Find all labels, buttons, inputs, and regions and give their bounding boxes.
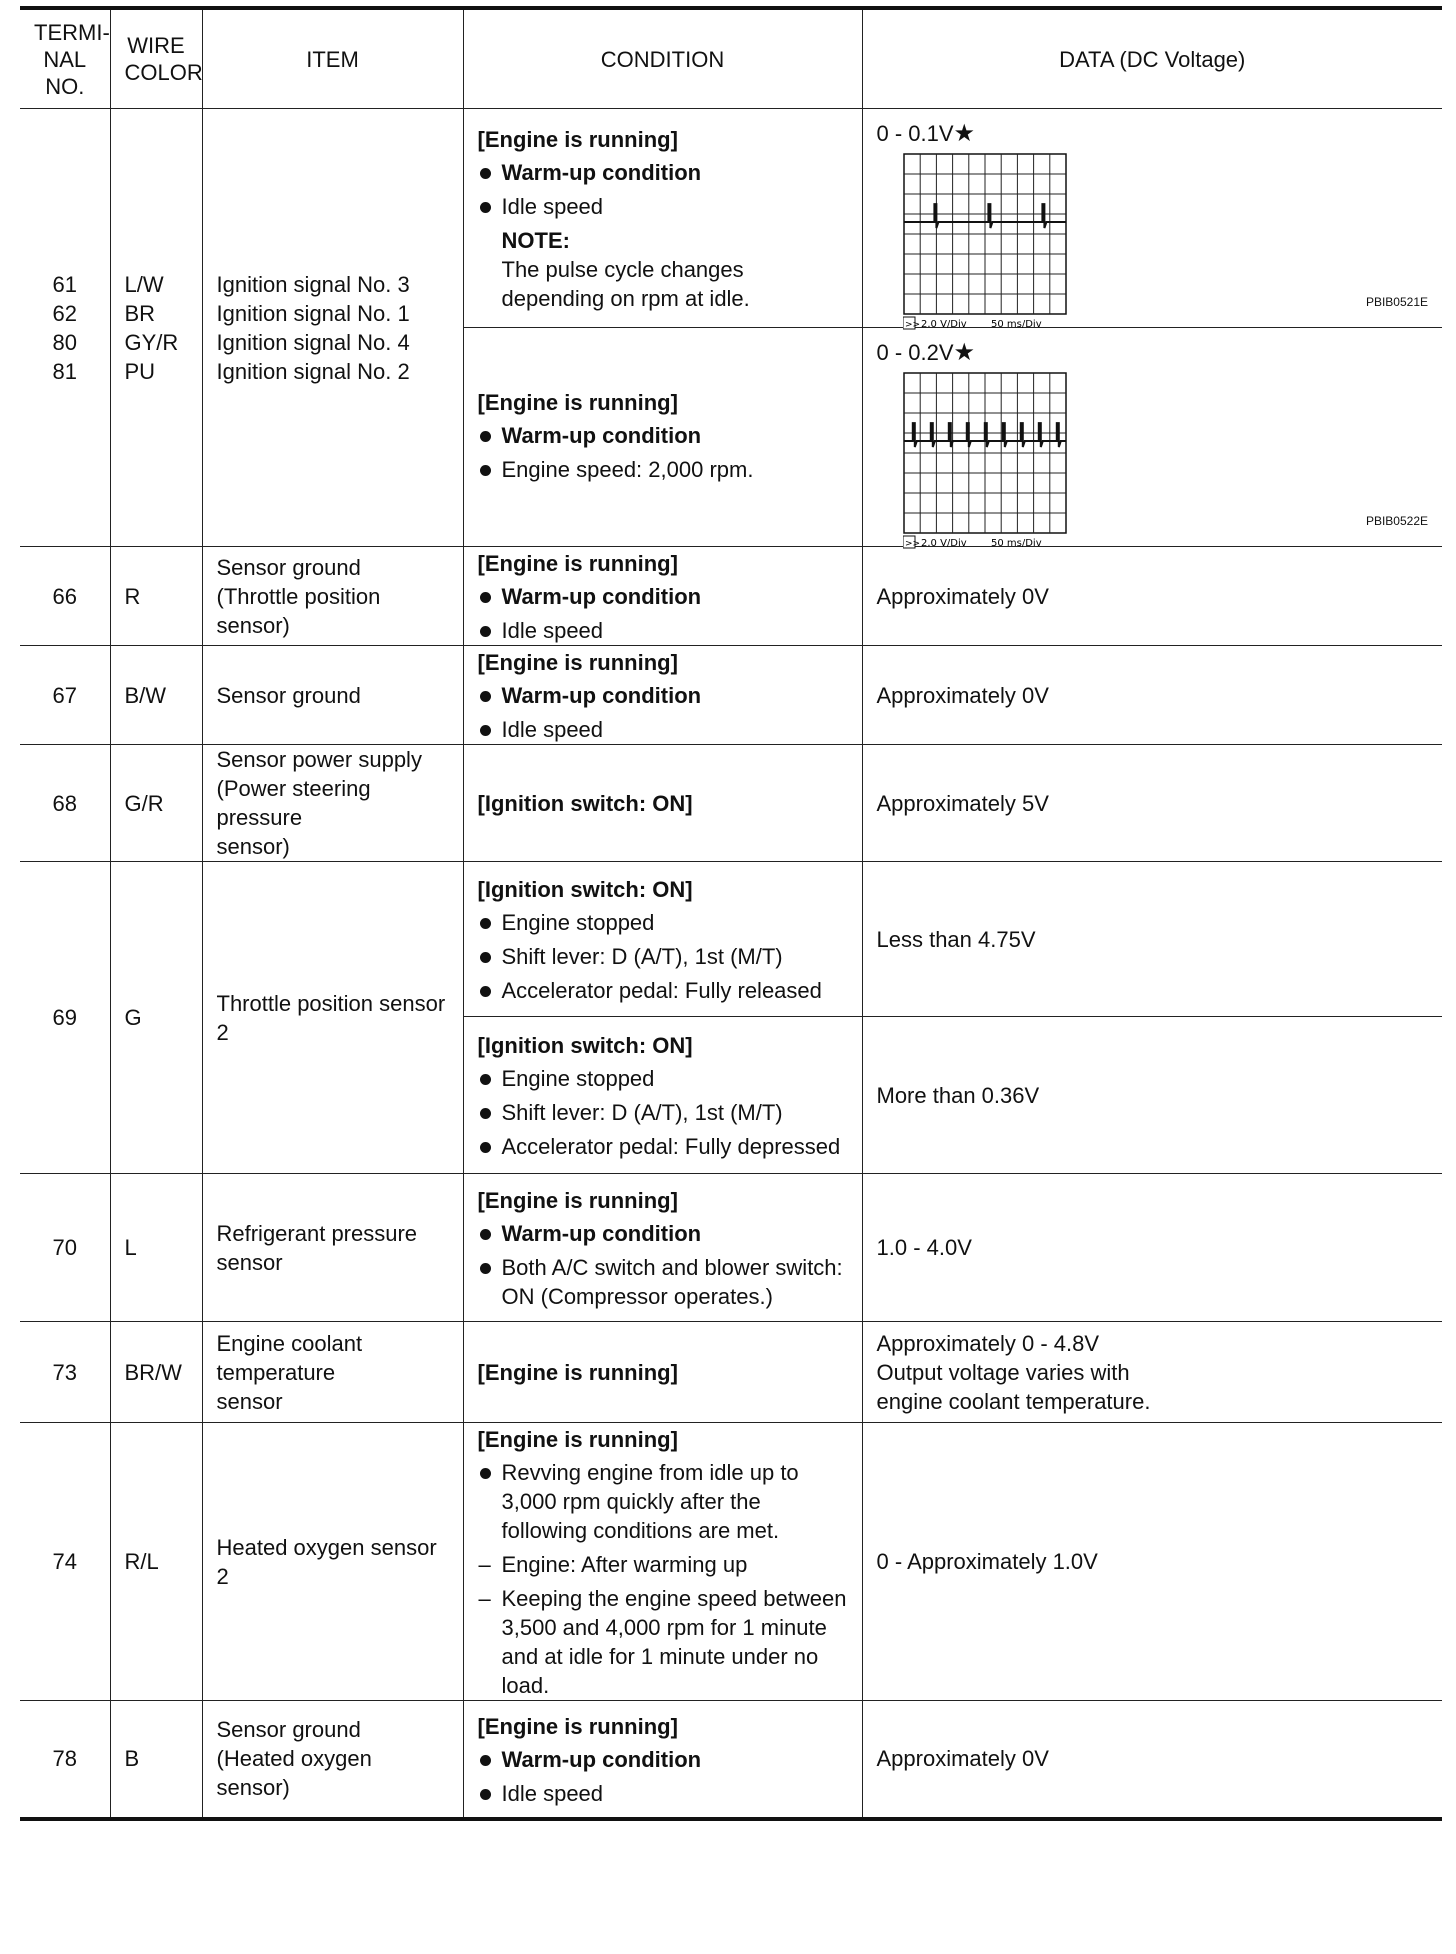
condition-heading: [Engine is running] bbox=[477, 551, 678, 576]
condition-bullet: Accelerator pedal: Fully released bbox=[478, 976, 848, 1005]
condition-cell bbox=[463, 1174, 862, 1322]
item-cell bbox=[202, 1322, 463, 1423]
waveform-block bbox=[876, 109, 1429, 330]
wire-color: L bbox=[110, 1174, 202, 1322]
item-cell bbox=[202, 1701, 463, 1819]
condition-heading: [Ignition switch: ON] bbox=[477, 1033, 693, 1058]
condition-bullet: Engine speed: 2,000 rpm. bbox=[478, 455, 848, 484]
terminal-no: 62 bbox=[52, 300, 77, 326]
condition-ignition-idle bbox=[463, 109, 862, 328]
condition-bullet: Revving engine from idle up to 3,000 rpm quickly after the following conditions are met. bbox=[478, 1458, 848, 1545]
waveform-value-text: 0 - 0.2V bbox=[876, 340, 954, 365]
terminal-no: 67 bbox=[20, 646, 110, 745]
condition-bullet: Engine stopped bbox=[478, 908, 848, 937]
oscilloscope-grid bbox=[904, 154, 1066, 314]
table-row bbox=[20, 109, 1442, 328]
terminal-no: 81 bbox=[52, 358, 77, 384]
figure-code: PBIB0521E bbox=[1365, 295, 1428, 309]
table-row bbox=[20, 646, 1442, 745]
note-heading: NOTE: bbox=[501, 228, 570, 253]
scope-marker-glyph: >> bbox=[904, 320, 920, 330]
item-label: Ignition signal No. 4 bbox=[216, 329, 410, 355]
header-wire-color bbox=[110, 8, 202, 109]
waveform-value-text: 0 - 0.1V bbox=[876, 121, 954, 146]
wire-color: GY/R bbox=[124, 329, 179, 355]
item-label: Ignition signal No. 1 bbox=[216, 300, 410, 326]
item-label: Sensor ground bbox=[216, 554, 361, 580]
condition-heading: [Engine is running] bbox=[477, 127, 678, 152]
table-row bbox=[20, 1701, 1442, 1819]
header-terminal bbox=[20, 8, 110, 109]
table-row bbox=[20, 745, 1442, 862]
wire-color: B/W bbox=[110, 646, 202, 745]
table-row bbox=[20, 1423, 1442, 1701]
data-cell bbox=[862, 1322, 1442, 1423]
waveform-block bbox=[876, 328, 1429, 549]
condition-heading: [Engine is running] bbox=[477, 1188, 678, 1213]
condition-heading: [Engine is running] bbox=[477, 1427, 678, 1452]
terminal-no: 78 bbox=[20, 1701, 110, 1819]
scale-time: 50 ms/Div bbox=[990, 319, 1042, 330]
data-waveform-2000rpm bbox=[862, 328, 1442, 547]
condition-bullet: Warm-up condition bbox=[478, 582, 848, 611]
star-icon: ★ bbox=[953, 339, 976, 366]
header-wire-label: WIRE COLOR bbox=[124, 33, 203, 85]
terminal-no: 69 bbox=[20, 862, 110, 1174]
condition-heading: [Engine is running] bbox=[477, 1713, 678, 1739]
wire-color: R/L bbox=[110, 1423, 202, 1701]
wire-color: G/R bbox=[110, 745, 202, 862]
condition-cell bbox=[463, 1017, 862, 1174]
item-label: Heated oxygen sensor 2 bbox=[202, 1423, 463, 1701]
item-label: sensor bbox=[216, 1388, 283, 1414]
item-label: Refrigerant pressure sensor bbox=[202, 1174, 463, 1322]
data-value: 1.0 - 4.0V bbox=[862, 1174, 1442, 1322]
header-condition: CONDITION bbox=[463, 8, 862, 109]
condition-bullet: Shift lever: D (A/T), 1st (M/T) bbox=[478, 942, 848, 971]
condition-bullet: Warm-up condition bbox=[478, 681, 848, 710]
condition-heading: [Engine is running] bbox=[477, 650, 678, 675]
terminal-no: 73 bbox=[20, 1322, 110, 1423]
terminal-no: 74 bbox=[20, 1423, 110, 1701]
note-text: The pulse cycle changes depending on rpm at idle. bbox=[501, 257, 750, 311]
condition-bullet: Accelerator pedal: Fully depressed bbox=[478, 1132, 848, 1161]
data-value: engine coolant temperature. bbox=[876, 1388, 1151, 1414]
terminal-no: 66 bbox=[20, 547, 110, 646]
condition-bullet: Warm-up condition bbox=[478, 421, 848, 450]
data-value: 0 - Approximately 1.0V bbox=[862, 1423, 1442, 1701]
condition-bullet: Shift lever: D (A/T), 1st (M/T) bbox=[478, 1098, 848, 1127]
condition-bullet: Engine stopped bbox=[478, 1064, 848, 1093]
condition-heading: [Engine is running] bbox=[463, 1322, 862, 1423]
waveform-value bbox=[877, 338, 976, 367]
terminal-no: 68 bbox=[20, 745, 110, 862]
condition-heading: [Ignition switch: ON] bbox=[477, 877, 693, 902]
terminal-numbers-ignition bbox=[20, 109, 110, 547]
item-label: Throttle position sensor 2 bbox=[202, 862, 463, 1174]
data-value: Approximately 0V bbox=[862, 646, 1442, 745]
item-label: (Heated oxygen sensor) bbox=[216, 1746, 372, 1801]
wire-colors-ignition bbox=[110, 109, 202, 547]
item-label: Ignition signal No. 3 bbox=[216, 271, 410, 297]
data-value: Less than 4.75V bbox=[862, 862, 1442, 1017]
condition-bullet: Warm-up condition bbox=[478, 158, 848, 187]
item-label: Sensor ground bbox=[216, 1717, 361, 1743]
condition-cell bbox=[463, 1701, 862, 1819]
condition-bullet: Warm-up condition bbox=[478, 1219, 848, 1248]
condition-cell bbox=[463, 547, 862, 646]
condition-dash: – Keeping the engine speed between 3,500 and 4,000 rpm for 1 minute and at idle for 1 minute under no load. bbox=[478, 1584, 848, 1700]
condition-heading: [Ignition switch: ON] bbox=[463, 745, 862, 862]
condition-bullet: Warm-up condition bbox=[478, 1745, 848, 1774]
terminal-no: 61 bbox=[52, 271, 77, 297]
condition-bullet: Idle speed bbox=[478, 616, 848, 645]
condition-cell bbox=[463, 1423, 862, 1701]
wire-color: BR/W bbox=[110, 1322, 202, 1423]
item-label: Ignition signal No. 2 bbox=[216, 358, 410, 384]
condition-dash: – Engine: After warming up bbox=[478, 1550, 848, 1579]
item-label: (Power steering pressure bbox=[216, 776, 371, 830]
header-row bbox=[20, 8, 1442, 109]
oscilloscope-grid bbox=[904, 373, 1066, 533]
data-value: Approximately 0V bbox=[862, 1701, 1442, 1819]
item-label: Sensor power supply bbox=[216, 747, 422, 772]
header-data: DATA (DC Voltage) bbox=[862, 8, 1442, 109]
condition-bullet: Both A/C switch and blower switch: ON (Compressor operates.) bbox=[478, 1253, 848, 1311]
condition-bullet: Idle speed bbox=[478, 1779, 848, 1808]
scope-marker-glyph: >> bbox=[904, 539, 920, 549]
wire-color: PU bbox=[124, 358, 156, 384]
star-icon: ★ bbox=[953, 120, 976, 147]
scale-volts: 2.0 V/Div bbox=[920, 319, 967, 330]
wire-color: BR bbox=[124, 300, 156, 326]
item-label: Sensor ground bbox=[202, 646, 463, 745]
data-value: Approximately 0V bbox=[862, 547, 1442, 646]
wire-color: R bbox=[110, 547, 202, 646]
wire-color: G bbox=[110, 862, 202, 1174]
data-value: More than 0.36V bbox=[862, 1017, 1442, 1174]
oscilloscope-waveform-1 bbox=[903, 153, 1069, 335]
table-row bbox=[20, 862, 1442, 1017]
figure-code: PBIB0522E bbox=[1365, 514, 1428, 528]
header-item: ITEM bbox=[202, 8, 463, 109]
item-label: sensor) bbox=[216, 834, 290, 859]
condition-cell bbox=[463, 862, 862, 1017]
item-cell bbox=[202, 745, 463, 862]
data-value: Approximately 0 - 4.8V bbox=[876, 1330, 1100, 1356]
waveform-value bbox=[877, 119, 976, 148]
item-label: Engine coolant temperature bbox=[216, 1330, 363, 1385]
data-waveform-idle bbox=[862, 109, 1442, 328]
scale-volts: 2.0 V/Div bbox=[920, 538, 967, 549]
table-row bbox=[20, 1174, 1442, 1322]
item-cell bbox=[202, 547, 463, 646]
scale-time: 50 ms/Div bbox=[990, 538, 1042, 549]
items-ignition bbox=[202, 109, 463, 547]
condition-note bbox=[478, 226, 848, 313]
wire-color: L/W bbox=[124, 271, 164, 297]
oscilloscope-waveform-2 bbox=[903, 372, 1069, 554]
item-label: (Throttle position sensor) bbox=[216, 583, 381, 638]
data-value: Approximately 5V bbox=[862, 745, 1442, 862]
table-row bbox=[20, 547, 1442, 646]
header-terminal-label: TERMI- NAL NO. bbox=[34, 19, 110, 99]
condition-ignition-2000rpm bbox=[463, 328, 862, 547]
condition-heading: [Engine is running] bbox=[477, 389, 678, 415]
table-row bbox=[20, 1322, 1442, 1423]
condition-cell bbox=[463, 646, 862, 745]
data-value: Output voltage varies with bbox=[876, 1359, 1130, 1385]
terminal-no: 70 bbox=[20, 1174, 110, 1322]
terminal-no: 80 bbox=[52, 329, 77, 355]
wire-color: B bbox=[110, 1701, 202, 1819]
condition-bullet: Idle speed bbox=[478, 192, 848, 221]
condition-bullet: Idle speed bbox=[478, 715, 848, 744]
ecm-terminal-table bbox=[20, 6, 1442, 1821]
